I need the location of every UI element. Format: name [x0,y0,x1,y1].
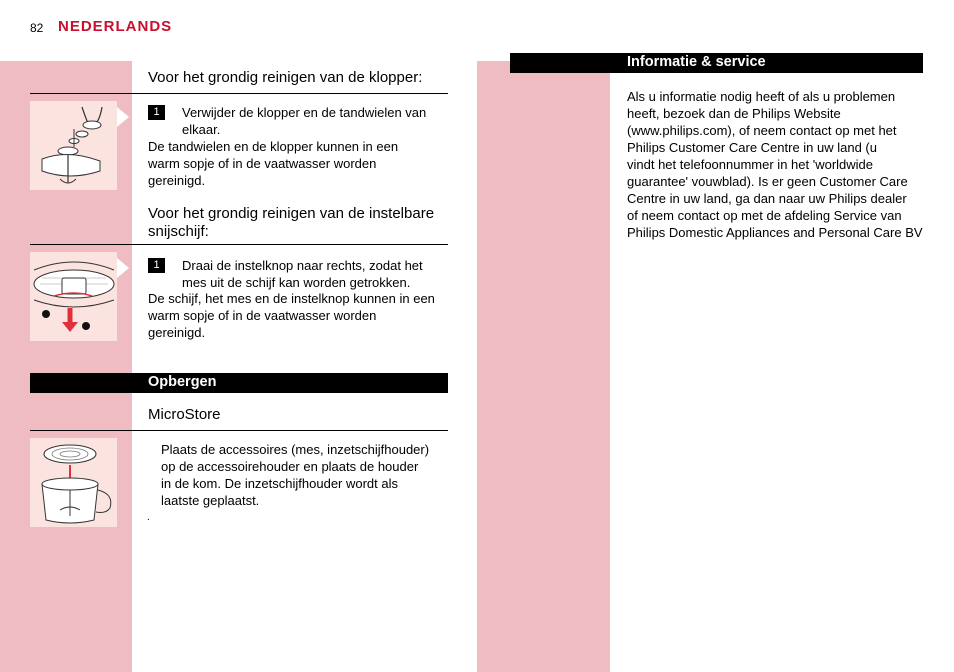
storage-bar-title: Opbergen [148,374,217,390]
info-service-title: Informatie & service [627,54,766,70]
info-service-text: Als u informatie nodig heeft of als u problemen heeft, bezoek dan de Philips Website (www.philips.com), of neem contact op met het Philips Customer Care Centre in uw land (u vindt het telefoonnummer in het 'worldwide guarantee' vouwblad). Is er geen Customer Care Centre in uw land, ga dan naar uw Philips dealer of neem contact op met de afdeling Service van Philips Domestic Appliances and Personal Care BV [627,89,923,240]
page-number: 82 [30,21,44,35]
beater-note: De tandwielen en de klopper kunnen in een warm sopje of in de vaatwasser worden gereinigd. [148,139,399,188]
microstore-text: Plaats de accessoires (mes, inzetschijfhouder) op de accessoirehouder en plaats de houder in de kom. De inzetschijfhouder wordt als laatste geplaatst. [161,442,430,508]
section-rule [30,244,448,245]
section-rule [30,93,448,94]
beater-illustration [30,101,117,190]
illustration-pointer [117,107,129,127]
disc-note: De schijf, het mes en de instelknop kunnen in een warm sopje of in de vaatwasser worden gereinigd. [148,291,435,340]
disc-illustration [30,252,117,341]
step-text-line: elkaar. [182,122,221,137]
info-service-bar [510,53,923,73]
philips-website-link[interactable]: (www.philips.com) [627,123,732,138]
illustration-pointer [117,258,129,278]
beater-icon [30,101,117,190]
language-heading: NEDERLANDS [58,18,173,35]
step-text-line: mes uit de schijf kan worden getrokken. [182,275,411,290]
section-heading-slicing-disc: Voor het grondig reinigen van de instelbare snijschijf: [148,205,435,240]
microstore-heading: MicroStore [148,406,221,423]
slicing-disc-icon [30,252,117,341]
step-text-line: Draai de instelknop naar rechts, zodat het [182,258,423,273]
stray-mark: . [147,512,150,523]
step-number-badge: 1 [148,258,165,273]
storage-bowl-icon [30,438,117,527]
microstore-illustration [30,438,117,527]
section-heading-beater: Voor het grondig reinigen van de klopper: [148,69,423,86]
center-margin-column [477,61,610,672]
section-rule [30,430,448,431]
step-number-badge: 1 [148,105,165,120]
step-text-line: Verwijder de klopper en de tandwielen van [182,105,427,120]
storage-section-bar [30,373,448,393]
